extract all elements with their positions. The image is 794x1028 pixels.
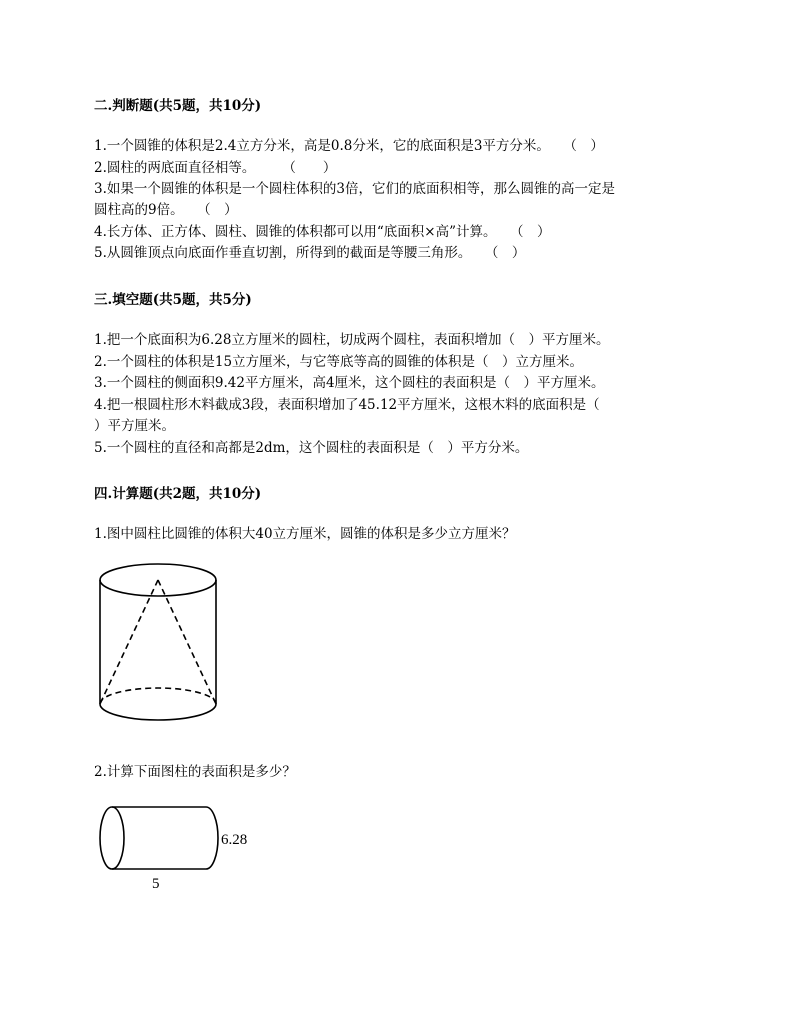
section-4-question-1: 1.图中圆柱比圆锥的体积大40立方厘米，圆锥的体积是多少立方厘米？ <box>94 526 516 542</box>
cylinder-left-face <box>100 807 124 869</box>
section-4-title: 四.计算题(共2题，共10分) <box>94 486 262 502</box>
section-3-item-4: 4.把一根圆柱形木料截成3段，表面积增加了45.12平方厘米，这根木料的底面积是（ <box>94 397 600 413</box>
section-3-item-5: 5.一个圆柱的直径和高都是2dm，这个圆柱的表面积是（ ）平方分米。 <box>94 440 529 456</box>
length-label: 5 <box>152 876 160 892</box>
diameter-label: 6.28 <box>221 832 248 848</box>
section-2-item-3-cont: 圆柱高的9倍。 （ ） <box>94 202 238 218</box>
cylinder-bottom-front-arc <box>100 704 216 720</box>
section-3-item-2: 2.一个圆柱的体积是15立方厘米，与它等底等高的圆锥的体积是（ ）立方厘米。 <box>94 354 584 370</box>
section-2-item-5: 5.从圆锥顶点向底面作垂直切割，所得到的截面是等腰三角形。 （ ） <box>94 245 526 261</box>
section-2-title: 二.判断题(共5题，共10分) <box>94 98 262 114</box>
section-2-item-1: 1.一个圆锥的体积是2.4立方分米，高是0.8分米，它的底面积是3平方分米。 （ ） <box>94 138 604 154</box>
section-2-item-4: 4.长方体、正方体、圆柱、圆锥的体积都可以用“底面积×高”计算。 （ ） <box>94 224 551 240</box>
section-2-item-3: 3.如果一个圆锥的体积是一个圆柱体积的3倍，它们的底面积相等，那么圆锥的高一定是 <box>94 181 615 197</box>
section-2-item-2: 2.圆柱的两底面直径相等。 （ ） <box>94 160 337 176</box>
cylinder-cone-figure <box>94 558 244 728</box>
section-3-item-1: 1.把一个底面积为6.28立方厘米的圆柱，切成两个圆柱，表面积增加（ ）平方厘米。 <box>94 332 610 348</box>
cone-left-edge <box>100 580 158 704</box>
cylinder-bottom-back-arc <box>100 688 216 704</box>
section-4-question-2: 2.计算下面图柱的表面积是多少？ <box>94 764 296 780</box>
section-3-item-4-cont: ）平方厘米。 <box>94 418 175 434</box>
cone-right-edge <box>158 580 216 704</box>
section-3-item-3: 3.一个圆柱的侧面积9.42平方厘米，高4厘米，这个圆柱的表面积是（ ）平方厘米。 <box>94 375 605 391</box>
horizontal-cylinder-figure <box>94 800 274 900</box>
section-3-title: 三.填空题(共5题，共5分) <box>94 292 252 308</box>
cylinder-right-arc <box>206 807 218 869</box>
